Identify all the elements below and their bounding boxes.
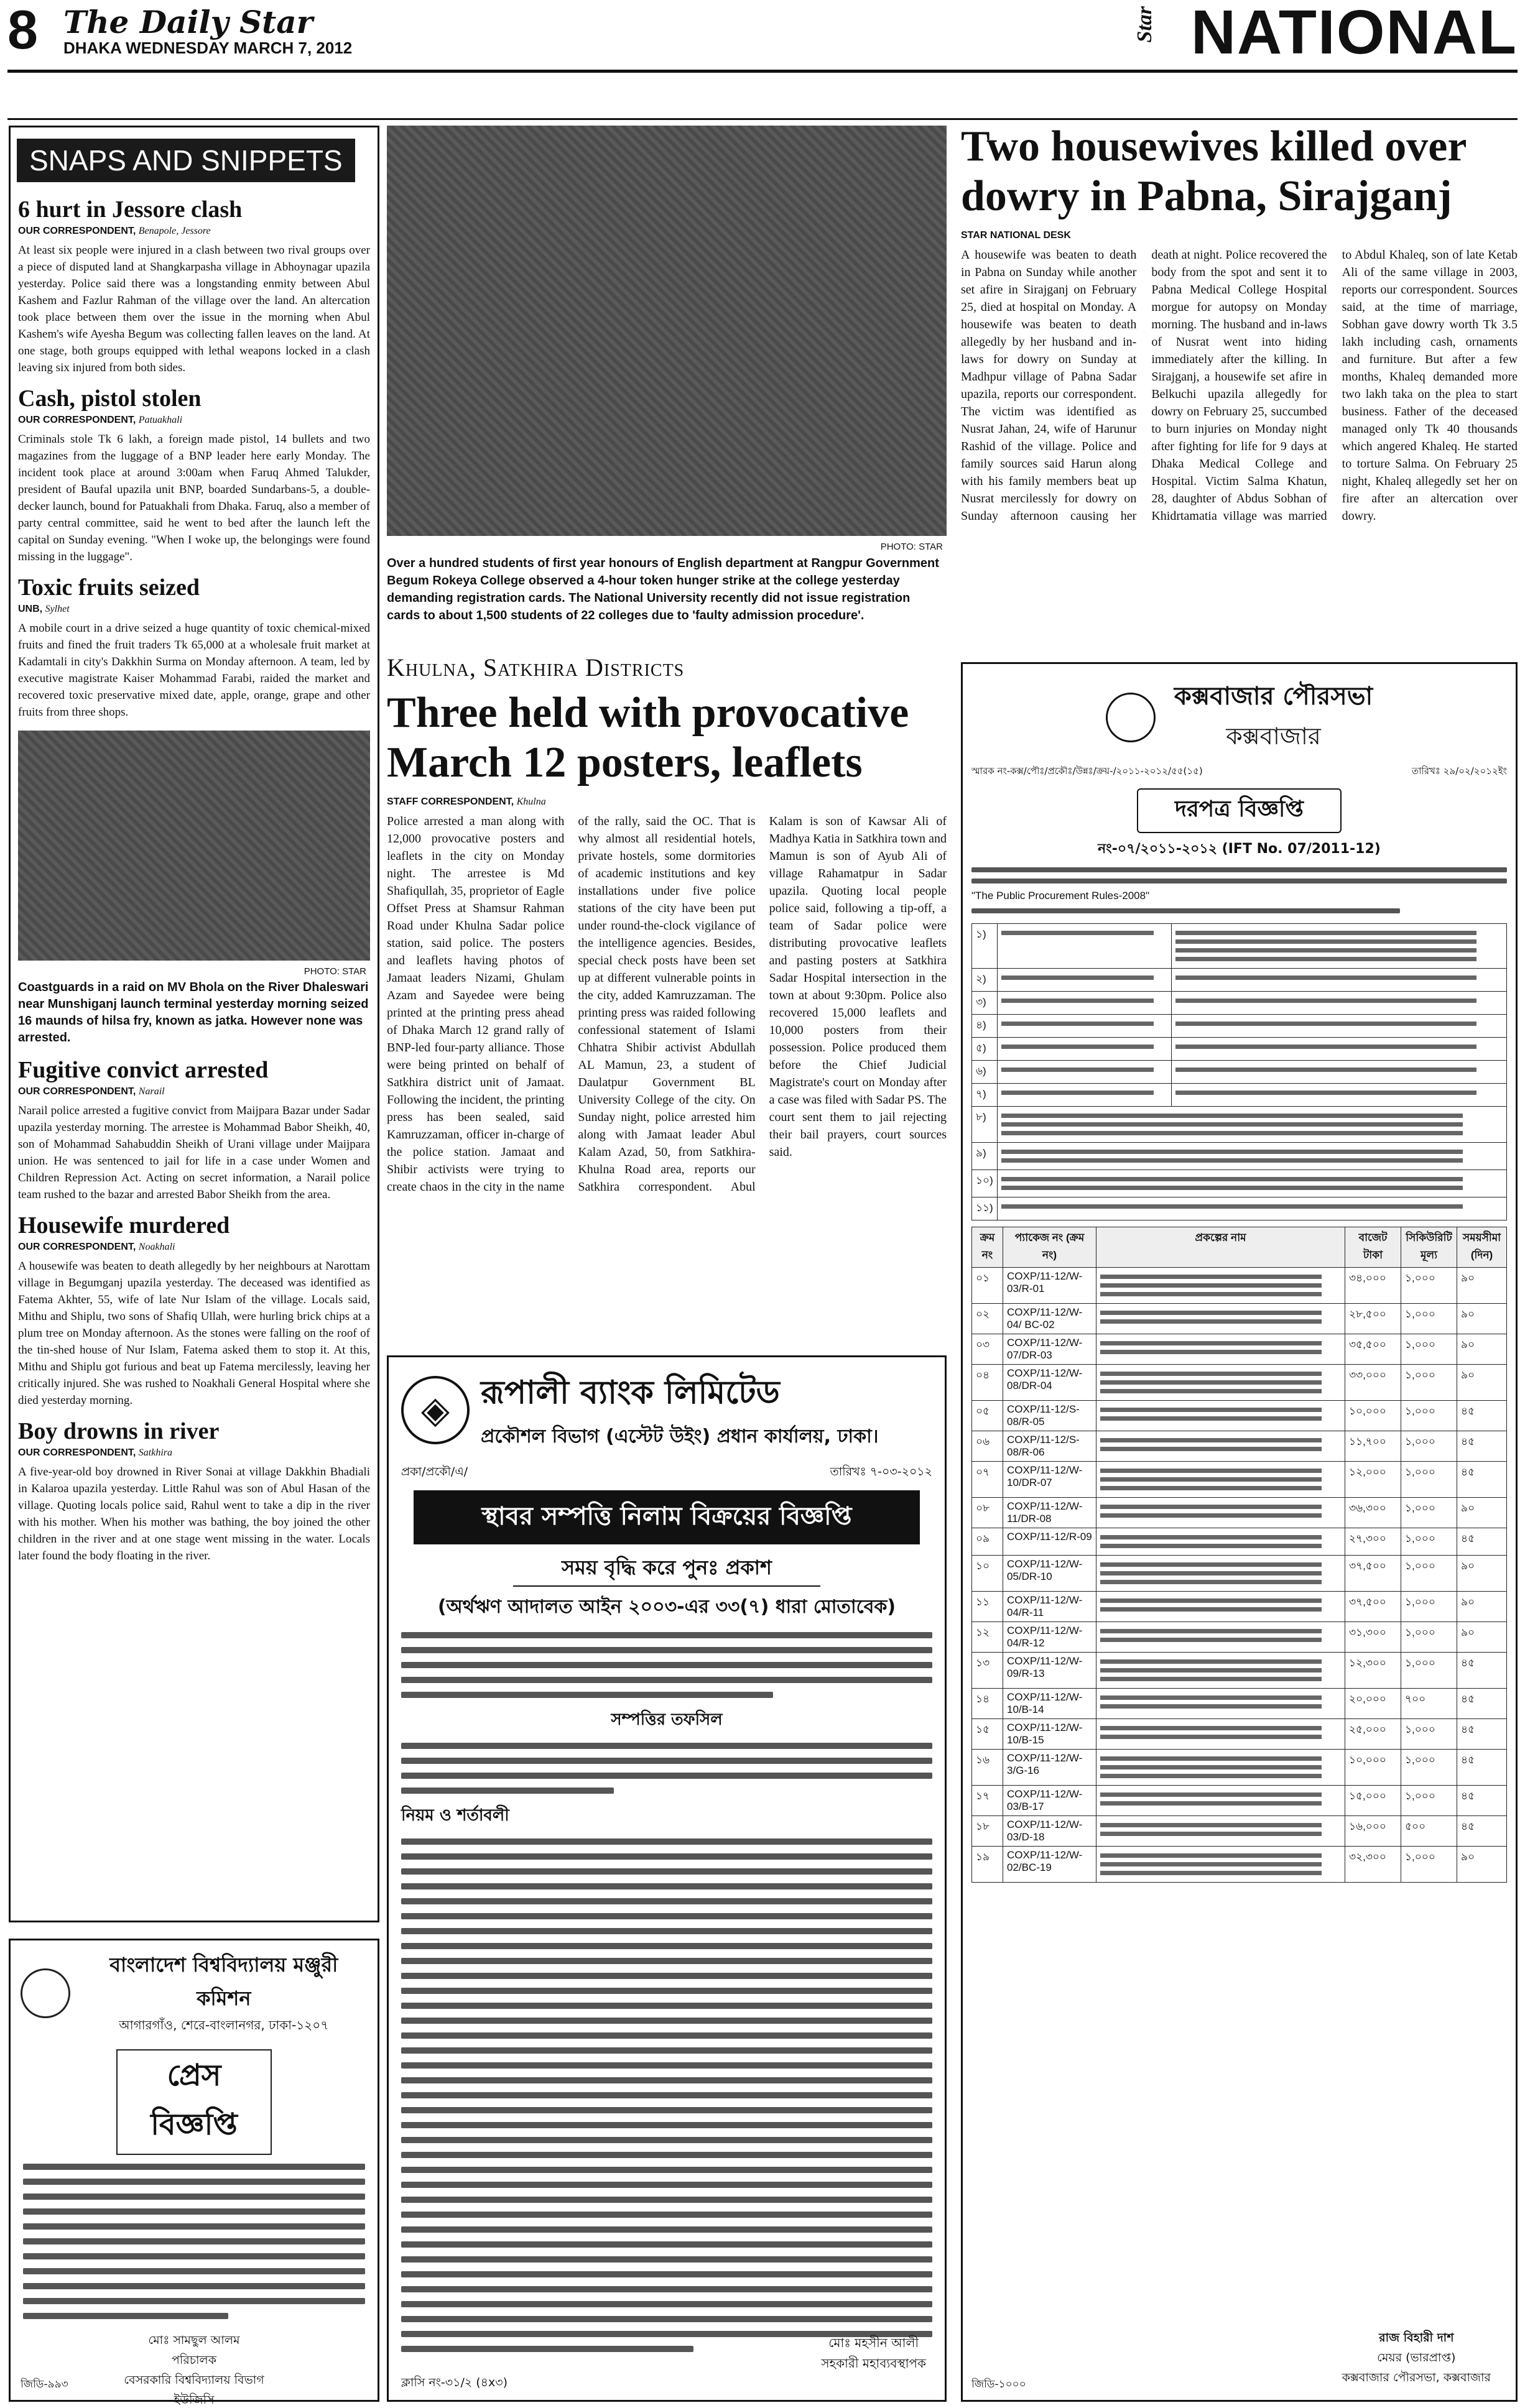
- row-number: ১৩: [972, 1653, 1003, 1689]
- duration-days: ৪৫: [1457, 1653, 1507, 1689]
- budget: ১২,০০০: [1345, 1462, 1401, 1498]
- package-number: COXP/11-12/W-3/G-16: [1003, 1750, 1096, 1786]
- ugc-text: [11, 2164, 378, 2319]
- package-number: COXP/11-12/W-11/DR-08: [1003, 1498, 1096, 1528]
- work-description: [1096, 1750, 1345, 1786]
- package-number: COXP/11-12/W-02/BC-19: [1003, 1847, 1096, 1883]
- tender-row: [972, 1592, 1507, 1622]
- package-number: COXP/11-12/W-03/B-17: [1003, 1786, 1096, 1816]
- story-byline: UNB, Sylhet: [18, 604, 70, 614]
- jatka-photo: [18, 731, 370, 977]
- tender-title: দরপত্র বিজ্ঞপ্তি: [1137, 788, 1342, 833]
- ugc-ad: [9, 1939, 379, 2407]
- package-number: COXP/11-12/W-10/B-15: [1003, 1719, 1096, 1750]
- budget: ১০,০০০: [1345, 1750, 1401, 1786]
- story-headline: Cash, pistol stolen: [18, 385, 202, 412]
- security-price: ১,০০০: [1401, 1431, 1457, 1462]
- row-number: ১২: [972, 1622, 1003, 1653]
- tender-signature: রাজ বিহারী দাশ মেয়র (ভারপ্রাপ্ত) কক্সবাজার পৌরসভা, কক্সবাজার: [1342, 2331, 1491, 2384]
- duration-days: ৯০: [1457, 1365, 1507, 1401]
- dateline: DHAKA WEDNESDAY MARCH 7, 2012: [63, 39, 353, 57]
- duration-days: ৪৫: [1457, 1786, 1507, 1816]
- duration-days: ৯০: [1457, 1847, 1507, 1883]
- page-number: 8: [7, 0, 38, 60]
- duration-days: ৪৫: [1457, 1401, 1507, 1431]
- budget: ৩৭,৫০০: [1345, 1592, 1401, 1622]
- tender-table-body: [972, 1268, 1507, 1883]
- ad-date: তারিখঃ ৭-০৩-২০১২: [830, 1465, 932, 1478]
- duration-days: ৯০: [1457, 1334, 1507, 1365]
- package-number: COXP/11-12/W-09/R-13: [1003, 1653, 1096, 1689]
- duration-days: ৪৫: [1457, 1719, 1507, 1750]
- row-number: ০৩: [972, 1334, 1003, 1365]
- tender-city: কক্সবাজার: [1226, 722, 1321, 750]
- tender-row: [972, 1750, 1507, 1786]
- work-description: [1096, 1528, 1345, 1556]
- tender-packages: [963, 1224, 1516, 1885]
- rules-text: [389, 1838, 945, 2352]
- budget: ১০,০০০: [1345, 1401, 1401, 1431]
- dowry-headline: Two housewives killed over dowry in Pabna, Sirajganj: [961, 122, 1467, 220]
- ad-ref-row: [389, 1463, 945, 1483]
- budget: ৩১,৩০০: [1345, 1622, 1401, 1653]
- row-number: ১৫: [972, 1719, 1003, 1750]
- row-number: ১৮: [972, 1816, 1003, 1847]
- tender-row: [972, 1622, 1507, 1653]
- work-description: [1096, 1786, 1345, 1816]
- tender-row: [972, 1304, 1507, 1334]
- duration-days: ৯০: [1457, 1592, 1507, 1622]
- package-number: COXP/11-12/W-03/R-01: [1003, 1268, 1096, 1304]
- row-number: ১৯: [972, 1847, 1003, 1883]
- rupali-code: ক্লাসি নং-৩১/২ (৪x৩): [401, 2376, 508, 2389]
- security-price: ১,০০০: [1401, 1462, 1457, 1498]
- story-headline: Toxic fruits seized: [18, 574, 200, 601]
- tender-row: [972, 1498, 1507, 1528]
- budget: ২৭,৩০০: [1345, 1528, 1401, 1556]
- row-number: ১৭: [972, 1786, 1003, 1816]
- rupali-signature: মোঃ মহসীন আলী সহকারী মহাব্যবস্থাপক: [821, 2335, 926, 2371]
- story-byline: OUR CORRESPONDENT, Patuakhali: [18, 415, 183, 425]
- ppr-reference: "The Public Procurement Rules-2008": [971, 890, 1150, 902]
- snaps-box: [9, 126, 379, 1922]
- row-number: ১৬: [972, 1750, 1003, 1786]
- row-number: ০৪: [972, 1365, 1003, 1401]
- paper-name: The Daily Star: [63, 4, 313, 40]
- story-body: A housewife was beaten to death allegedly by her neighbours at Narottam village in Begumganj upazila yesterday. The deceased was identified as Fatema Akhter, 55, wife of late Nur Islam of the village. Locals said, Mithu and Shiplu, two sons of Shafiq Ullah, were hurling brick chips at a plum tree on Monday afternoon. As the stones were falling on the roof of the tin-shed house of Nur Islam, Fatema asked them to stop it. At this, Mithu and Shiplu got furious and beat up Fatema mercilessly, leaving her critically injured. She was rushed to Noakhali General Hospital where she died yesterday morning.: [18, 1260, 370, 1407]
- work-description: [1096, 1334, 1345, 1365]
- security-price: ৭০০: [1401, 1689, 1457, 1719]
- row-number: ১০: [972, 1556, 1003, 1592]
- story-body: Criminals stole Tk 6 lakh, a foreign made pistol, 14 bullets and two magazines from the luggage of a BNP leader here early Monday. The incident took place at around 3:00am when Faruq Ahmed Talukder, president of Baufal upazila unit BNP, boarded Sundarbans-5, a double-decker launch, bound for Patuakhali from Dhaka. Faruq, also a member of party central committee, said he went to bed after the launch left the capital on Sunday evening. "When I woke up, the belongings were found missing in the luggage".: [18, 433, 370, 563]
- security-price: ১,০০০: [1401, 1622, 1457, 1653]
- story-byline: OUR CORRESPONDENT, Noakhali: [18, 1242, 175, 1252]
- row-number: ০৯: [972, 1528, 1003, 1556]
- duration-days: ৪৫: [1457, 1689, 1507, 1719]
- tender-row: [972, 1719, 1507, 1750]
- tender-org: কক্সবাজার পৌরসভা: [1174, 682, 1373, 711]
- rupali-header: [389, 1357, 945, 1463]
- security-price: ১,০০০: [1401, 1750, 1457, 1786]
- tender-row: [972, 1431, 1507, 1462]
- budget: ৩৩,০০০: [1345, 1365, 1401, 1401]
- story-byline: OUR CORRESPONDENT, Benapole, Jessore: [18, 226, 211, 236]
- municipality-logo-icon: [1106, 693, 1156, 742]
- work-description: [1096, 1556, 1345, 1592]
- work-description: [1096, 1689, 1345, 1719]
- security-price: ১,০০০: [1401, 1334, 1457, 1365]
- package-number: COXP/11-12/W-03/D-18: [1003, 1816, 1096, 1847]
- row-number: ১১: [972, 1592, 1003, 1622]
- budget: ৩৬,৩০০: [1345, 1498, 1401, 1528]
- work-description: [1096, 1847, 1345, 1883]
- story-byline: OUR CORRESPONDENT, Satkhira: [18, 1447, 173, 1458]
- budget: ৩৫,৫০০: [1345, 1334, 1401, 1365]
- ad-banner: স্থাবর সম্পত্তি নিলাম বিক্রয়ের বিজ্ঞপ্তি: [414, 1490, 920, 1544]
- row-number: ০২: [972, 1304, 1003, 1334]
- budget: ২০,০০০: [1345, 1689, 1401, 1719]
- tender-row: [972, 1816, 1507, 1847]
- work-description: [1096, 1462, 1345, 1498]
- tender-row: [972, 1462, 1507, 1498]
- work-description: [1096, 1431, 1345, 1462]
- masthead: [7, 0, 1518, 93]
- budget: ১৬,০০০: [1345, 1816, 1401, 1847]
- tender-row: [972, 1847, 1507, 1883]
- budget: ৩২,৩০০: [1345, 1847, 1401, 1883]
- security-price: ১,০০০: [1401, 1268, 1457, 1304]
- story-headline: Boy drowns in river: [18, 1418, 220, 1444]
- story-byline: OUR CORRESPONDENT, Narail: [18, 1086, 165, 1097]
- story-body: At least six people were injured in a clash between two rival groups over a piece of disputed land at Shangkarpasha village in Abhoynagar upazila yesterday. Police said there was a longstanding enmity between Abul Kashem and Fazlur Rahman of the village over the land. An altercation took place between them over the issue in the morning when Abul Kashem's wife Ayesha Begum was collecting fallen leaves on the land. At one stage, both groups equipped with lethal weapons locked in a clash leaving six injured from both sides.: [18, 244, 370, 374]
- property-heading: সম্পত্তির তফসিল: [611, 1710, 723, 1729]
- row-number: ১৪: [972, 1689, 1003, 1719]
- tender-header: [963, 664, 1516, 758]
- work-description: [1096, 1653, 1345, 1689]
- work-description: [1096, 1592, 1345, 1622]
- tender-code: জিডি-১০০০: [971, 2378, 1026, 2391]
- package-number: COXP/11-12/W-10/DR-07: [1003, 1462, 1096, 1498]
- ugc-title: প্রেস বিজ্ঞপ্তি: [116, 2049, 272, 2155]
- package-number: COXP/11-12/R-09: [1003, 1528, 1096, 1556]
- section-name: NATIONAL: [1190, 0, 1518, 67]
- section-prefix: Star: [1133, 6, 1156, 43]
- duration-days: ৯০: [1457, 1268, 1507, 1304]
- work-description: [1096, 1268, 1345, 1304]
- package-number: COXP/11-12/W-04/ BC-02: [1003, 1304, 1096, 1334]
- snaps-title: SNAPS AND SNIPPETS: [17, 139, 355, 182]
- package-number: COXP/11-12/W-04/R-12: [1003, 1622, 1096, 1653]
- security-price: ১,০০০: [1401, 1719, 1457, 1750]
- duration-days: ৯০: [1457, 1556, 1507, 1592]
- package-number: COXP/11-12/W-10/B-14: [1003, 1689, 1096, 1719]
- ad-act: (অর্থঋণ আদালত আইন ২০০৩-এর ৩৩(৭) ধারা মোতাবেক): [437, 1596, 896, 1618]
- duration-days: ৪৫: [1457, 1431, 1507, 1462]
- security-price: ১,০০০: [1401, 1653, 1457, 1689]
- photo-caption: Over a hundred students of first year honours of English department at Rangpur Government Begum Rokeya College observed a 4-hour token hunger strike at the college yesterday demanding registration cards. The National University recently did not issue registration cards to about 1,500 students of 22 colleges due to 'faulty admission procedure'.: [387, 556, 939, 622]
- security-price: ১,০০০: [1401, 1401, 1457, 1431]
- hunger-strike-photo: [387, 126, 947, 552]
- budget: ২৫,০০০: [1345, 1719, 1401, 1750]
- posters-byline: STAFF CORRESPONDENT, Khulna: [387, 796, 546, 807]
- story-body: A five-year-old boy drowned in River Sonai at village Dakkhin Bhadiali in Kalaroa upazila yesterday. Little Rahul was son of Abul Hasan of the village. Quoting locals police said, Rahul went to take a dip in the river with his mother. When his mother was bathing, the boy joined the other children in the river and at one stage went missing in the water. Locals later found the body floating in the river.: [18, 1465, 370, 1562]
- story-headline: 6 hurt in Jessore clash: [18, 196, 243, 223]
- rupali-bank-ad: [387, 1355, 947, 2402]
- ugc-logo-icon: [21, 1968, 70, 2018]
- ad-sub: সময় বৃদ্ধি করে পুনঃ প্রকাশ: [513, 1552, 820, 1587]
- top-rule: [7, 118, 1518, 120]
- security-price: ১,০০০: [1401, 1556, 1457, 1592]
- dowry-byline: STAR NATIONAL DESK: [961, 230, 1071, 241]
- package-number: COXP/11-12/W-08/DR-04: [1003, 1365, 1096, 1401]
- bank-dept: প্রকৌশল বিভাগ (এস্টেট উইং) প্রধান কার্যালয়, ঢাকা।: [481, 1426, 879, 1447]
- rules-heading: নিয়ম ও শর্তাবলী: [401, 1806, 509, 1825]
- tender-row: [972, 1268, 1507, 1304]
- duration-days: ৪৫: [1457, 1750, 1507, 1786]
- package-number: COXP/11-12/S-08/R-06: [1003, 1431, 1096, 1462]
- ugc-code: জিডি-৯৯৩: [21, 2378, 68, 2391]
- tender-row: [972, 1365, 1507, 1401]
- story-body: Narail police arrested a fugitive convict from Maijpara Bazar under Sadar upazila yesterday morning. The arrestee is Mohammad Babor Sheikh, 40, son of Mohammad Sahabuddin Sheikh of Urani village under Maijpara union. He was sentenced to jail for life in a case under Women and Children Repression Act. Acting on secret information, a Narail police team rushed to the bazar and arrested Babor Sheikh from the area.: [18, 1104, 370, 1201]
- dowry-story: [961, 122, 1518, 638]
- duration-days: ৯০: [1457, 1498, 1507, 1528]
- duration-days: ৪৫: [1457, 1528, 1507, 1556]
- bank-name: রূপালী ব্যাংক লিমিটেড: [481, 1374, 780, 1411]
- posters-headline: Three held with provocative March 12 posters, leaflets: [387, 689, 909, 787]
- ugc-org: বাংলাদেশ বিশ্ববিদ্যালয় মঞ্জুরী কমিশন: [109, 1953, 338, 2010]
- row-number: ০৫: [972, 1401, 1003, 1431]
- bank-logo-icon: ◈: [401, 1376, 470, 1444]
- budget: ৩৪,০০০: [1345, 1268, 1401, 1304]
- work-description: [1096, 1719, 1345, 1750]
- posters-body: Police arrested a man along with 12,000 provocative posters and leaflets in the city on Monday night. The arrestee is Md Shafiqullah, 35, proprietor of Eagle Offset Press at Shamsur Rahman Road under Khulna Sadar police station, said police. The posters and leaflets having photos of Jamaat leaders Nizami, Ghulam Azam and Sayedee were being printed at the printing press ahead of Dhaka March 12 grand rally of BNP-led four-party alliance. Those were being printed on behalf of Satkhira district unit of Jamaat. Following the incident, the printing press has been sealed, said Kamruzzaman, officer in-charge of the police station. Jamaat and Shibir activists were trying to create chaos in the city in the name of the rally, said the OC. That is why almost all residential hotels, private hostels, some dormitories of academic institutions and key installations under five police stations of the city have been put under round-the-clock vigilance of the intelligence agencies. Besides, special check posts have been set up at different vulnerable points in the city, added Kamruzzaman. The printing press was raided following confessional statement of Islami Chhatra Shibir activist Abdullah AL Mamun, 23, a student of Daulatpur Government BL University College of the city. On Sunday night, police arrested him along with Jamaat leader Abul Kalam Azad, 50, from Satkhira-Khulna Road area, reports our Satkhira correspondent. Abul Kalam is son of Kawsar Ali of Madhya Katia in Satkhira town and Mamun is son of Ayub Ali of village Rahamatpur in Sadar upazila. Quoting local people police said, following a tip-off, a team of Sadar police were distributing provocative leaflets and pasting posters at Satkhira Sadar Hospital intersection in the town at about 9:30pm. Police also recovered 15,000 leaflets and 10,000 posters from their possession. Police produced them before the Chief Judicial Magistrate's court on Monday after a case was filed with Sadar PS. The court sent them to jail rejecting their bail prayers, court sources said.: [387, 814, 947, 1194]
- story-headline: Fugitive convict arrested: [18, 1057, 269, 1083]
- posters-story: [387, 653, 947, 1331]
- tender-row: [972, 1401, 1507, 1431]
- security-price: ১,০০০: [1401, 1304, 1457, 1334]
- work-description: [1096, 1304, 1345, 1334]
- tender-row: [972, 1334, 1507, 1365]
- package-number: COXP/11-12/W-05/DR-10: [1003, 1556, 1096, 1592]
- budget: ১৫,০০০: [1345, 1786, 1401, 1816]
- security-price: ৫০০: [1401, 1816, 1457, 1847]
- tender-row: [972, 1689, 1507, 1719]
- security-price: ১,০০০: [1401, 1365, 1457, 1401]
- package-number: COXP/11-12/S-08/R-05: [1003, 1401, 1096, 1431]
- security-price: ১,০০০: [1401, 1498, 1457, 1528]
- tender-row: [972, 1786, 1507, 1816]
- tender-ift: নং-০৭/২০১১-২০১২ (IFT No. 07/2011-12): [1098, 841, 1381, 857]
- package-number: COXP/11-12/W-07/DR-03: [1003, 1334, 1096, 1365]
- ad-ref: প্রকা/প্রকৌ/এ/: [401, 1465, 468, 1478]
- snaps-column-1: [11, 196, 378, 1564]
- posters-kicker: Khulna, Satkhira Districts: [387, 653, 685, 681]
- tender-table: [971, 1227, 1507, 1883]
- budget: ১২,৩০০: [1345, 1653, 1401, 1689]
- budget: ৩৭,৫০০: [1345, 1556, 1401, 1592]
- tender-memo: স্মারক নং-কক্স/পৌঃ/প্রকৌঃ/উন্নঃ/ক্রয়-/২০১১-২০১২/৫৫(১৫): [971, 765, 1203, 777]
- work-description: [1096, 1365, 1345, 1401]
- dowry-body: A housewife was beaten to death in Pabna on Sunday while another set afire in Sirajganj on February 25, died at hospital on Monday. A housewife was beaten to death allegedly by her husband and in-laws for dowry on Sunday at Madhpur village of Pabna Sadar upazila, reports our correspondent. The victim was identified as Nusrat Jahan, 24, wife of Harunur Rashid of the village. Police and family sources said Harun along with his family members beat up Nusrat mercilessly for dowry on Sunday afternoon causing her death at night. Police recovered the body from the spot and sent it to Pabna Medical College Hospital morgue for autopsy on Monday morning. The husband and in-laws of Nusrat went into hiding immediately after the killing. In Sirajganj, a housewife set afire in Belkuchi upazila allegedly for dowry on February 25, succumbed to burn injuries on Monday night after fighting for life for 9 days at Dhaka Medical College and Hospital. Victim Salma Khatun, 28, daughter of Abdus Sobhan of Khidrtamatia village was married to Abdul Khaleq, son of late Ketab Ali of the same village in 2003, reports our correspondent. Sources said, at the time of marriage, Sobhan gave dowry worth Tk 3.5 lakh including cash, ornaments and furniture. But after a few months, Khaleq demanded more two lakh taka on the plea to start business. Father of the deceased managed only Tk 40 thousands which angered Khaleq. He started to torture Salma. On February 25 night, Khaleq allegedly set her on fire after an altercation over dowry.: [961, 248, 1518, 523]
- row-number: ০৭: [972, 1462, 1003, 1498]
- duration-days: ৯০: [1457, 1622, 1507, 1653]
- security-price: ১,০০০: [1401, 1592, 1457, 1622]
- tender-ad: [961, 662, 1518, 2402]
- work-description: [1096, 1622, 1345, 1653]
- duration-days: ৪৫: [1457, 1462, 1507, 1498]
- photo-credit: PHOTO: STAR: [304, 966, 366, 977]
- tender-table-header: ক্রম নং প্যাকেজ নং (ক্রম নং) প্রকল্পের নাম বাজেট টাকা সিকিউরিটি মূল্য সময়সীমা (দিন): [972, 1227, 1507, 1268]
- package-number: COXP/11-12/W-04/R-11: [1003, 1592, 1096, 1622]
- story-body: A mobile court in a drive seized a huge quantity of toxic chemical-mixed fruits and fined the fruit traders Tk 65,000 at a wholesale fruit market at Kadamtali in city's Dakkhin Surma on Monday afternoon. A team, led by executive magistrate Kaiser Mohammad Farabi, raided the market and recovered toxic preservative mixed date, apple, orange, grape and other fruits from three shops.: [18, 622, 370, 719]
- budget: ১১,৭০০: [1345, 1431, 1401, 1462]
- work-description: [1096, 1816, 1345, 1847]
- row-number: ০১: [972, 1268, 1003, 1304]
- duration-days: ৪৫: [1457, 1816, 1507, 1847]
- story-headline: Housewife murdered: [18, 1212, 230, 1239]
- hunger-strike-feature: [387, 126, 947, 642]
- security-price: ১,০০০: [1401, 1528, 1457, 1556]
- row-number: ০৬: [972, 1431, 1003, 1462]
- photo-caption: Coastguards in a raid on MV Bhola on the River Dhaleswari near Munshiganj launch terminal yesterday morning seized 16 maunds of hilsa fry, known as jatka. However none was arrested.: [18, 980, 369, 1045]
- ugc-signature: মোঃ সামছুল আলম পরিচালক বেসরকারি বিশ্ববিদ্যালয় বিভাগ ইউজিসি: [124, 2333, 264, 2407]
- budget: ২৮,৫০০: [1345, 1304, 1401, 1334]
- ad-intro-text: [389, 1632, 945, 1698]
- masthead-rule: [7, 70, 1518, 73]
- tender-conditions: [963, 920, 1516, 1224]
- tender-intro: [963, 867, 1516, 913]
- work-description: [1096, 1401, 1345, 1431]
- duration-days: ৯০: [1457, 1304, 1507, 1334]
- security-price: ১,০০০: [1401, 1786, 1457, 1816]
- tender-memo-row: [963, 758, 1516, 786]
- tender-row: [972, 1556, 1507, 1592]
- photo-credit: PHOTO: STAR: [880, 542, 943, 552]
- tender-row: [972, 1653, 1507, 1689]
- security-price: ১,০০০: [1401, 1847, 1457, 1883]
- row-number: ০৮: [972, 1498, 1003, 1528]
- work-description: [1096, 1498, 1345, 1528]
- ugc-ad-header: [11, 1940, 378, 2046]
- property-text: [389, 1743, 945, 1794]
- tender-date: তারিখঃ ২৯/০২/২০১২ইং: [1411, 765, 1507, 777]
- tender-conditions-table: ১) ২) ৩) ৪) ৫) ৬) ৭) ৮) ৯) ১০) ১১): [971, 923, 1507, 1220]
- tender-row: [972, 1528, 1507, 1556]
- ugc-address: আগারগাঁও, শেরে-বাংলানগর, ঢাকা-১২০৭: [119, 2018, 329, 2032]
